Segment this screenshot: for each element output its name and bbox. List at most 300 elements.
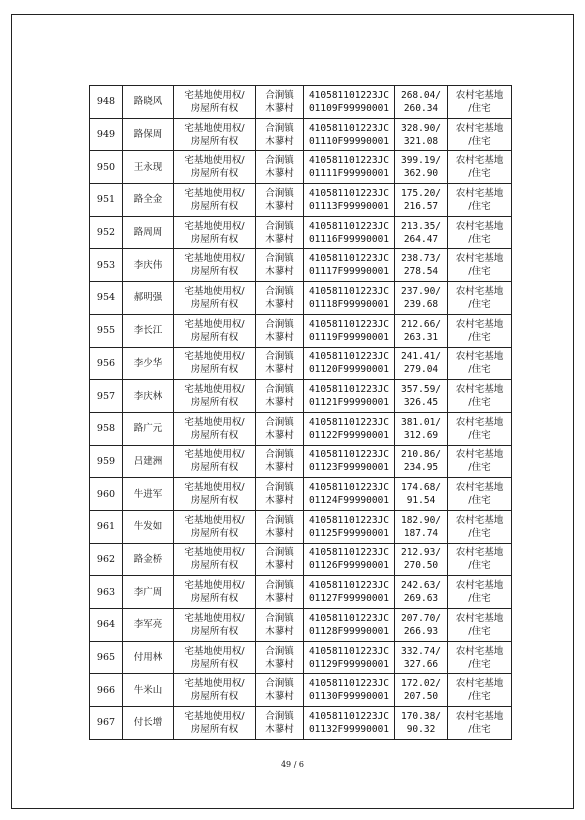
- record-number-cell: 948: [90, 86, 123, 119]
- owner-name-cell: 付长增: [123, 707, 174, 740]
- parcel-code-line-1: 410581101223JC: [308, 678, 390, 690]
- right-type-cell: [174, 118, 256, 151]
- right-type-cell: [174, 184, 256, 217]
- right-type-cell: [174, 216, 256, 249]
- parcel-code-line-1: 410581101223JC: [308, 384, 390, 396]
- land-use-line-2: /住宅: [468, 135, 491, 147]
- location-cell: [256, 347, 304, 380]
- table-row: [90, 543, 512, 576]
- record-number-cell: 951: [90, 184, 123, 217]
- right-type-line-1: 宅基地使用权/: [184, 514, 245, 526]
- area-cell: [395, 609, 448, 642]
- area-line-1: 210.86/: [400, 449, 442, 461]
- owner-name-cell: 李广周: [123, 576, 174, 609]
- parcel-code-line-1: 410581101223JC: [308, 710, 390, 722]
- right-type-line-1: 宅基地使用权/: [184, 384, 245, 396]
- land-use-cell: [448, 118, 512, 151]
- right-type-line-1: 宅基地使用权/: [184, 285, 245, 297]
- parcel-code-line-2: 01127F99990001: [308, 593, 390, 605]
- table-row: [90, 314, 512, 347]
- land-use-cell: [448, 609, 512, 642]
- record-number-cell: 956: [90, 347, 123, 380]
- area-line-2: 326.45: [403, 397, 439, 409]
- parcel-code-line-1: 410581101223JC: [308, 122, 390, 134]
- land-use-line-1: 农村宅基地: [455, 612, 504, 624]
- land-use-line-1: 农村宅基地: [455, 89, 504, 101]
- parcel-code-cell: [304, 707, 395, 740]
- area-cell: [395, 445, 448, 478]
- location-line-1: 合涧镇: [265, 220, 294, 232]
- right-type-line-1: 宅基地使用权/: [184, 351, 245, 363]
- parcel-code-cell: [304, 380, 395, 413]
- right-type-line-2: 房屋所有权: [190, 723, 239, 735]
- location-line-2: 木蓼村: [265, 462, 294, 474]
- area-cell: [395, 576, 448, 609]
- land-use-cell: [448, 445, 512, 478]
- area-line-1: 238.73/: [400, 253, 442, 265]
- page-number: 49 / 6: [280, 760, 305, 769]
- parcel-code-cell: [304, 510, 395, 543]
- land-use-line-1: 农村宅基地: [455, 645, 504, 657]
- right-type-line-2: 房屋所有权: [190, 658, 239, 670]
- area-cell: [395, 510, 448, 543]
- right-type-cell: [174, 576, 256, 609]
- right-type-line-1: 宅基地使用权/: [184, 580, 245, 592]
- owner-name-cell: 李长江: [123, 314, 174, 347]
- right-type-line-1: 宅基地使用权/: [184, 449, 245, 461]
- table-row: [90, 412, 512, 445]
- area-line-1: 328.90/: [400, 122, 442, 134]
- right-type-cell: [174, 151, 256, 184]
- parcel-code-line-2: 01113F99990001: [308, 200, 390, 212]
- right-type-line-1: 宅基地使用权/: [184, 253, 245, 265]
- table-row: [90, 674, 512, 707]
- parcel-code-line-2: 01121F99990001: [308, 397, 390, 409]
- table-row: [90, 184, 512, 217]
- parcel-code-line-1: 410581101223JC: [308, 514, 390, 526]
- parcel-code-cell: [304, 216, 395, 249]
- land-use-line-1: 农村宅基地: [455, 155, 504, 167]
- land-use-line-1: 农村宅基地: [455, 514, 504, 526]
- right-type-cell: [174, 674, 256, 707]
- location-cell: [256, 445, 304, 478]
- parcel-code-cell: [304, 249, 395, 282]
- area-line-2: 90.32: [406, 723, 436, 735]
- table-row: [90, 282, 512, 315]
- parcel-code-line-1: 410581101223JC: [308, 220, 390, 232]
- parcel-code-line-2: 01118F99990001: [308, 298, 390, 310]
- parcel-code-cell: [304, 412, 395, 445]
- record-number-cell: 955: [90, 314, 123, 347]
- parcel-code-cell: [304, 347, 395, 380]
- location-line-1: 合涧镇: [265, 514, 294, 526]
- land-use-line-2: /住宅: [468, 364, 491, 376]
- right-type-cell: [174, 347, 256, 380]
- land-use-cell: [448, 314, 512, 347]
- land-use-line-2: /住宅: [468, 691, 491, 703]
- land-use-line-1: 农村宅基地: [455, 449, 504, 461]
- area-line-2: 239.68: [403, 298, 439, 310]
- parcel-code-cell: [304, 478, 395, 511]
- area-line-2: 270.50: [403, 560, 439, 572]
- parcel-code-cell: [304, 674, 395, 707]
- parcel-code-line-2: 01130F99990001: [308, 691, 390, 703]
- location-line-1: 合涧镇: [265, 155, 294, 167]
- area-line-2: 321.08: [403, 135, 439, 147]
- location-line-1: 合涧镇: [265, 449, 294, 461]
- record-number-cell: 954: [90, 282, 123, 315]
- table-row: [90, 347, 512, 380]
- area-line-1: 242.63/: [400, 580, 442, 592]
- land-use-line-1: 农村宅基地: [455, 351, 504, 363]
- area-line-1: 172.02/: [400, 678, 442, 690]
- owner-name-cell: 路全金: [123, 184, 174, 217]
- location-line-1: 合涧镇: [265, 253, 294, 265]
- parcel-code-line-2: 01128F99990001: [308, 625, 390, 637]
- table-row: [90, 478, 512, 511]
- area-line-2: 207.50: [403, 691, 439, 703]
- parcel-code-line-2: 01116F99990001: [308, 233, 390, 245]
- land-use-line-1: 农村宅基地: [455, 187, 504, 199]
- location-line-2: 木蓼村: [265, 135, 294, 147]
- location-cell: [256, 510, 304, 543]
- owner-name-cell: 郝明强: [123, 282, 174, 315]
- location-line-2: 木蓼村: [265, 625, 294, 637]
- parcel-code-line-1: 410581101223JC: [308, 155, 390, 167]
- right-type-line-2: 房屋所有权: [190, 135, 239, 147]
- area-cell: [395, 412, 448, 445]
- land-use-line-2: /住宅: [468, 625, 491, 637]
- location-cell: [256, 609, 304, 642]
- area-line-2: 327.66: [403, 658, 439, 670]
- area-cell: [395, 249, 448, 282]
- land-use-line-1: 农村宅基地: [455, 122, 504, 134]
- area-line-2: 266.93: [403, 625, 439, 637]
- right-type-line-1: 宅基地使用权/: [184, 416, 245, 428]
- location-cell: [256, 641, 304, 674]
- land-use-line-1: 农村宅基地: [455, 384, 504, 396]
- land-use-line-1: 农村宅基地: [455, 318, 504, 330]
- area-line-1: 241.41/: [400, 351, 442, 363]
- land-use-line-2: /住宅: [468, 397, 491, 409]
- location-line-1: 合涧镇: [265, 318, 294, 330]
- parcel-code-line-1: 410581101223JC: [308, 612, 390, 624]
- owner-name-cell: 路晓风: [123, 86, 174, 119]
- right-type-line-2: 房屋所有权: [190, 691, 239, 703]
- area-line-2: 279.04: [403, 364, 439, 376]
- land-use-line-2: /住宅: [468, 200, 491, 212]
- right-type-cell: [174, 478, 256, 511]
- land-use-line-2: /住宅: [468, 331, 491, 343]
- right-type-cell: [174, 314, 256, 347]
- location-cell: [256, 478, 304, 511]
- area-cell: [395, 347, 448, 380]
- land-use-line-2: /住宅: [468, 560, 491, 572]
- land-use-line-2: /住宅: [468, 429, 491, 441]
- area-line-1: 357.59/: [400, 384, 442, 396]
- right-type-line-2: 房屋所有权: [190, 560, 239, 572]
- owner-name-cell: 李庆林: [123, 380, 174, 413]
- record-number-cell: 950: [90, 151, 123, 184]
- area-cell: [395, 707, 448, 740]
- land-use-cell: [448, 641, 512, 674]
- right-type-line-1: 宅基地使用权/: [184, 547, 245, 559]
- parcel-code-cell: [304, 445, 395, 478]
- parcel-code-line-2: 01129F99990001: [308, 658, 390, 670]
- right-type-cell: [174, 543, 256, 576]
- parcel-code-line-2: 01126F99990001: [308, 560, 390, 572]
- land-use-cell: [448, 412, 512, 445]
- area-line-1: 170.38/: [400, 710, 442, 722]
- right-type-line-2: 房屋所有权: [190, 625, 239, 637]
- parcel-code-cell: [304, 314, 395, 347]
- area-cell: [395, 216, 448, 249]
- area-cell: [395, 478, 448, 511]
- land-use-line-1: 农村宅基地: [455, 220, 504, 232]
- land-use-cell: [448, 576, 512, 609]
- parcel-code-line-2: 01110F99990001: [308, 135, 390, 147]
- parcel-code-line-1: 410581101223JC: [308, 416, 390, 428]
- area-line-1: 332.74/: [400, 645, 442, 657]
- right-type-line-2: 房屋所有权: [190, 331, 239, 343]
- parcel-code-line-1: 410581101223JC: [308, 351, 390, 363]
- area-line-2: 269.63: [403, 593, 439, 605]
- location-cell: [256, 380, 304, 413]
- right-type-line-2: 房屋所有权: [190, 593, 239, 605]
- area-line-2: 264.47: [403, 233, 439, 245]
- area-line-1: 174.68/: [400, 482, 442, 494]
- table-row: [90, 576, 512, 609]
- location-line-1: 合涧镇: [265, 612, 294, 624]
- owner-name-cell: 吕建洲: [123, 445, 174, 478]
- parcel-code-cell: [304, 86, 395, 119]
- location-line-2: 木蓼村: [265, 593, 294, 605]
- location-line-2: 木蓼村: [265, 364, 294, 376]
- area-line-1: 182.90/: [400, 514, 442, 526]
- land-use-line-1: 农村宅基地: [455, 547, 504, 559]
- location-line-1: 合涧镇: [265, 645, 294, 657]
- owner-name-cell: 牛发如: [123, 510, 174, 543]
- right-type-cell: [174, 707, 256, 740]
- location-line-1: 合涧镇: [265, 122, 294, 134]
- right-type-line-2: 房屋所有权: [190, 429, 239, 441]
- right-type-cell: [174, 412, 256, 445]
- area-cell: [395, 118, 448, 151]
- location-line-2: 木蓼村: [265, 560, 294, 572]
- land-use-cell: [448, 510, 512, 543]
- record-number-cell: 949: [90, 118, 123, 151]
- location-line-2: 木蓼村: [265, 691, 294, 703]
- right-type-line-2: 房屋所有权: [190, 397, 239, 409]
- area-line-2: 216.57: [403, 200, 439, 212]
- parcel-code-cell: [304, 282, 395, 315]
- location-line-1: 合涧镇: [265, 89, 294, 101]
- area-cell: [395, 151, 448, 184]
- record-number-cell: 953: [90, 249, 123, 282]
- right-type-line-1: 宅基地使用权/: [184, 318, 245, 330]
- area-line-1: 213.35/: [400, 220, 442, 232]
- table-row: [90, 118, 512, 151]
- parcel-code-line-1: 410581101223JC: [308, 645, 390, 657]
- parcel-code-line-2: 01119F99990001: [308, 331, 390, 343]
- location-cell: [256, 674, 304, 707]
- right-type-line-1: 宅基地使用权/: [184, 220, 245, 232]
- land-use-line-2: /住宅: [468, 527, 491, 539]
- location-line-2: 木蓼村: [265, 429, 294, 441]
- area-line-1: 212.93/: [400, 547, 442, 559]
- parcel-code-line-1: 410581101223JC: [308, 449, 390, 461]
- record-number-cell: 957: [90, 380, 123, 413]
- land-use-line-1: 农村宅基地: [455, 285, 504, 297]
- land-use-line-1: 农村宅基地: [455, 678, 504, 690]
- location-line-2: 木蓼村: [265, 233, 294, 245]
- parcel-code-cell: [304, 151, 395, 184]
- right-type-line-1: 宅基地使用权/: [184, 89, 245, 101]
- record-number-cell: 965: [90, 641, 123, 674]
- land-use-cell: [448, 282, 512, 315]
- table-row: [90, 510, 512, 543]
- right-type-line-1: 宅基地使用权/: [184, 612, 245, 624]
- parcel-code-line-1: 410581101223JC: [308, 253, 390, 265]
- location-cell: [256, 118, 304, 151]
- area-line-1: 237.90/: [400, 285, 442, 297]
- right-type-cell: [174, 380, 256, 413]
- parcel-code-line-2: 01122F99990001: [308, 429, 390, 441]
- land-use-line-2: /住宅: [468, 266, 491, 278]
- land-use-line-2: /住宅: [468, 102, 491, 114]
- location-line-2: 木蓼村: [265, 331, 294, 343]
- parcel-code-cell: [304, 543, 395, 576]
- right-type-line-1: 宅基地使用权/: [184, 482, 245, 494]
- location-line-2: 木蓼村: [265, 723, 294, 735]
- land-use-line-1: 农村宅基地: [455, 253, 504, 265]
- right-type-line-2: 房屋所有权: [190, 200, 239, 212]
- owner-name-cell: 李少华: [123, 347, 174, 380]
- parcel-code-line-2: 01125F99990001: [308, 527, 390, 539]
- right-type-line-2: 房屋所有权: [190, 168, 239, 180]
- right-type-line-1: 宅基地使用权/: [184, 187, 245, 199]
- land-use-cell: [448, 707, 512, 740]
- right-type-line-2: 房屋所有权: [190, 266, 239, 278]
- area-line-1: 381.01/: [400, 416, 442, 428]
- parcel-code-line-2: 01132F99990001: [308, 723, 390, 735]
- area-cell: [395, 380, 448, 413]
- right-type-cell: [174, 609, 256, 642]
- right-type-line-2: 房屋所有权: [190, 102, 239, 114]
- area-cell: [395, 641, 448, 674]
- location-cell: [256, 86, 304, 119]
- area-line-1: 268.04/: [400, 89, 442, 101]
- area-cell: [395, 184, 448, 217]
- right-type-line-1: 宅基地使用权/: [184, 122, 245, 134]
- location-cell: [256, 184, 304, 217]
- parcel-code-line-1: 410581101223JC: [308, 285, 390, 297]
- land-use-line-1: 农村宅基地: [455, 416, 504, 428]
- right-type-line-2: 房屋所有权: [190, 298, 239, 310]
- land-use-cell: [448, 347, 512, 380]
- parcel-code-line-1: 410581101223JC: [308, 89, 390, 101]
- location-line-1: 合涧镇: [265, 482, 294, 494]
- location-cell: [256, 151, 304, 184]
- owner-name-cell: 李军亮: [123, 609, 174, 642]
- area-line-2: 260.34: [403, 102, 439, 114]
- table-row: [90, 641, 512, 674]
- location-line-1: 合涧镇: [265, 416, 294, 428]
- right-type-cell: [174, 86, 256, 119]
- parcel-code-line-1: 410581101223JC: [308, 547, 390, 559]
- area-cell: [395, 543, 448, 576]
- parcel-code-line-2: 01123F99990001: [308, 462, 390, 474]
- parcel-code-cell: [304, 184, 395, 217]
- land-use-line-1: 农村宅基地: [455, 482, 504, 494]
- records-table-body: [90, 86, 512, 740]
- record-number-cell: 952: [90, 216, 123, 249]
- owner-name-cell: 路广元: [123, 412, 174, 445]
- table-row: [90, 707, 512, 740]
- location-cell: [256, 216, 304, 249]
- table-row: [90, 86, 512, 119]
- land-use-line-2: /住宅: [468, 298, 491, 310]
- area-line-1: 212.66/: [400, 318, 442, 330]
- owner-name-cell: 王永现: [123, 151, 174, 184]
- location-cell: [256, 249, 304, 282]
- location-line-1: 合涧镇: [265, 710, 294, 722]
- area-line-1: 399.19/: [400, 155, 442, 167]
- location-line-2: 木蓼村: [265, 658, 294, 670]
- right-type-line-2: 房屋所有权: [190, 527, 239, 539]
- parcel-code-cell: [304, 641, 395, 674]
- parcel-code-line-1: 410581101223JC: [308, 482, 390, 494]
- record-number-cell: 961: [90, 510, 123, 543]
- land-use-cell: [448, 478, 512, 511]
- record-number-cell: 963: [90, 576, 123, 609]
- land-use-line-2: /住宅: [468, 168, 491, 180]
- table-row: [90, 249, 512, 282]
- parcel-code-cell: [304, 118, 395, 151]
- right-type-line-1: 宅基地使用权/: [184, 155, 245, 167]
- location-line-2: 木蓼村: [265, 527, 294, 539]
- parcel-code-line-2: 01124F99990001: [308, 495, 390, 507]
- land-use-line-2: /住宅: [468, 462, 491, 474]
- area-line-1: 207.70/: [400, 612, 442, 624]
- table-row: [90, 216, 512, 249]
- right-type-cell: [174, 445, 256, 478]
- area-line-2: 278.54: [403, 266, 439, 278]
- area-line-2: 312.69: [403, 429, 439, 441]
- right-type-cell: [174, 510, 256, 543]
- owner-name-cell: 路金桥: [123, 543, 174, 576]
- owner-name-cell: 付用林: [123, 641, 174, 674]
- right-type-line-2: 房屋所有权: [190, 462, 239, 474]
- parcel-code-line-1: 410581101223JC: [308, 318, 390, 330]
- parcel-code-line-1: 410581101223JC: [308, 580, 390, 592]
- area-line-2: 362.90: [403, 168, 439, 180]
- area-cell: [395, 282, 448, 315]
- right-type-line-2: 房屋所有权: [190, 495, 239, 507]
- record-number-cell: 959: [90, 445, 123, 478]
- record-number-cell: 967: [90, 707, 123, 740]
- land-use-cell: [448, 151, 512, 184]
- owner-name-cell: 路周周: [123, 216, 174, 249]
- land-use-cell: [448, 86, 512, 119]
- location-line-2: 木蓼村: [265, 200, 294, 212]
- land-use-cell: [448, 216, 512, 249]
- owner-name-cell: 李庆伟: [123, 249, 174, 282]
- owner-name-cell: 牛米山: [123, 674, 174, 707]
- table-row: [90, 609, 512, 642]
- right-type-line-1: 宅基地使用权/: [184, 678, 245, 690]
- right-type-cell: [174, 641, 256, 674]
